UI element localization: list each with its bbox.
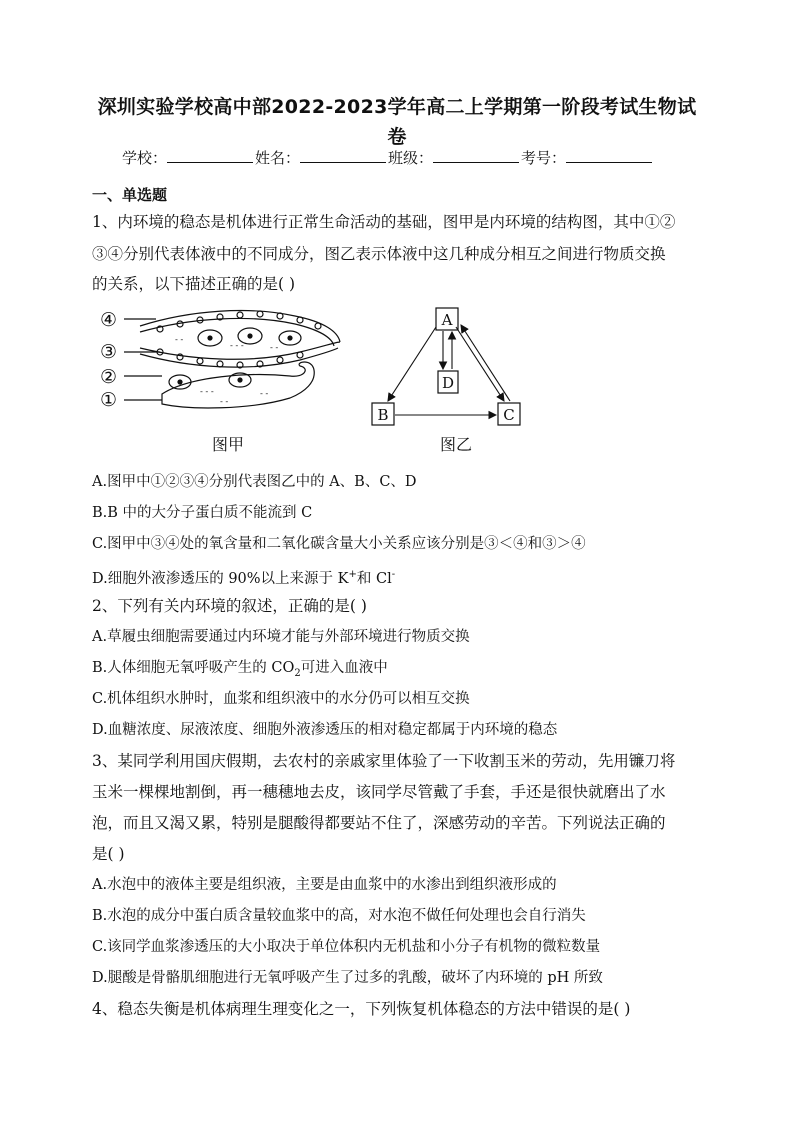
title-line-1: 深圳实验学校高中部2022-2023学年高二上学期第一阶段考试生物试 [97,96,697,118]
node-a-label: A [441,311,453,329]
name-label: 姓名： [255,149,301,167]
figure-b-diagram [368,305,538,430]
q1-stem-line-1: 1、内环境的稳态是机体进行正常生命活动的基础，图甲是内环境的结构图，其中①② [92,213,676,231]
name-blank [300,146,386,163]
svg-text:- - -: - - - [230,341,244,350]
q1-stem-line-2: ③④分别代表体液中的不同成分，图乙表示体液中这几种成分相互之间进行物质交换 [92,245,666,263]
q3-stem-line-4: 是( ) [92,845,125,863]
q2-option-d: D.血糖浓度、尿液浓度、细胞外液渗透压的相对稳定都属于内环境的稳态 [92,722,558,738]
fig-a-label-4: ④ [100,309,118,331]
q3-stem-line-1: 3、某同学利用国庆假期，去农村的亲戚家里体验了一下收割玉米的劳动，先用镰刀将 [92,752,676,770]
q1-option-b: B.B 中的大分子蛋白质不能流到 C [92,505,313,521]
q3-stem-line-3: 泡，而且又渴又累，特别是腿酸得都要站不住了，深感劳动的辛苦。下列说法正确的 [92,814,666,832]
q1-option-a: A.图甲中①②③④分别代表图乙中的 A、B、C、D [92,474,417,490]
title-line-2: 卷 [387,126,407,148]
exam-no-blank [566,146,652,163]
figure-a-caption: 图甲 [212,435,245,454]
q3-stem-line-2: 玉米一棵棵地割倒，再一穗穗地去皮，该同学尽管戴了手套，手还是很快就磨出了水 [92,783,666,801]
class-blank [433,146,519,163]
node-c-label: C [503,406,515,424]
school-label: 学校： [122,149,168,167]
q3-option-d: D.腿酸是骨骼肌细胞进行无氧呼吸产生了过多的乳酸，破坏了内环境的 pH 所致 [92,970,603,986]
svg-text:- - -: - - - [200,387,214,396]
figure-b-caption: 图乙 [440,435,473,454]
fig-a-label-2: ② [100,366,118,388]
exam-no-label: 考号： [521,149,567,167]
q2-option-a: A.草履虫细胞需要通过内环境才能与外部环境进行物质交换 [92,629,470,645]
q4-stem: 4、稳态失衡是机体病理生理变化之一，下列恢复机体稳态的方法中错误的是( ) [92,1000,631,1018]
q2-stem: 2、下列有关内环境的叙述，正确的是( ) [92,597,367,615]
q1-stem-line-3: 的关系，以下描述正确的是( ) [92,275,296,293]
section-heading: 一、单选题 [92,186,168,204]
fig-a-label-3: ③ [100,341,118,363]
fig-a-label-1: ① [100,389,118,411]
svg-text:- -: - - [175,335,184,344]
figure-a-diagram [100,302,350,432]
q1-option-d: D.细胞外液渗透压的 90%以上来源于 K+和 Cl- [92,569,396,587]
svg-text:- -: - - [270,343,279,352]
q2-option-c: C.机体组织水肿时，血浆和组织液中的水分仍可以相互交换 [92,691,470,707]
node-d-label: D [441,374,455,392]
q3-option-a: A.水泡中的液体主要是组织液，主要是由血浆中的水渗出到组织液形成的 [92,877,557,893]
q2-option-b: B.人体细胞无氧呼吸产生的 $CO_2$可进入血液中 [92,660,388,679]
document-title [90,92,704,152]
node-b-label: B [377,406,389,424]
q3-option-b: B.水泡的成分中蛋白质含量较血浆中的高，对水泡不做任何处理也会自行消失 [92,908,586,924]
school-blank [167,146,253,163]
q3-option-c: C.该同学血浆渗透压的大小取决于单位体积内无机盐和小分子有机物的微粒数量 [92,939,601,955]
svg-text:- -: - - [260,389,269,398]
class-label: 班级： [388,149,434,167]
q1-option-c: C.图甲中③④处的氧含量和二氧化碳含量大小关系应该分别是③＜④和③＞④ [92,536,586,552]
student-info-row [122,146,654,170]
svg-text:- -: - - [220,397,229,406]
